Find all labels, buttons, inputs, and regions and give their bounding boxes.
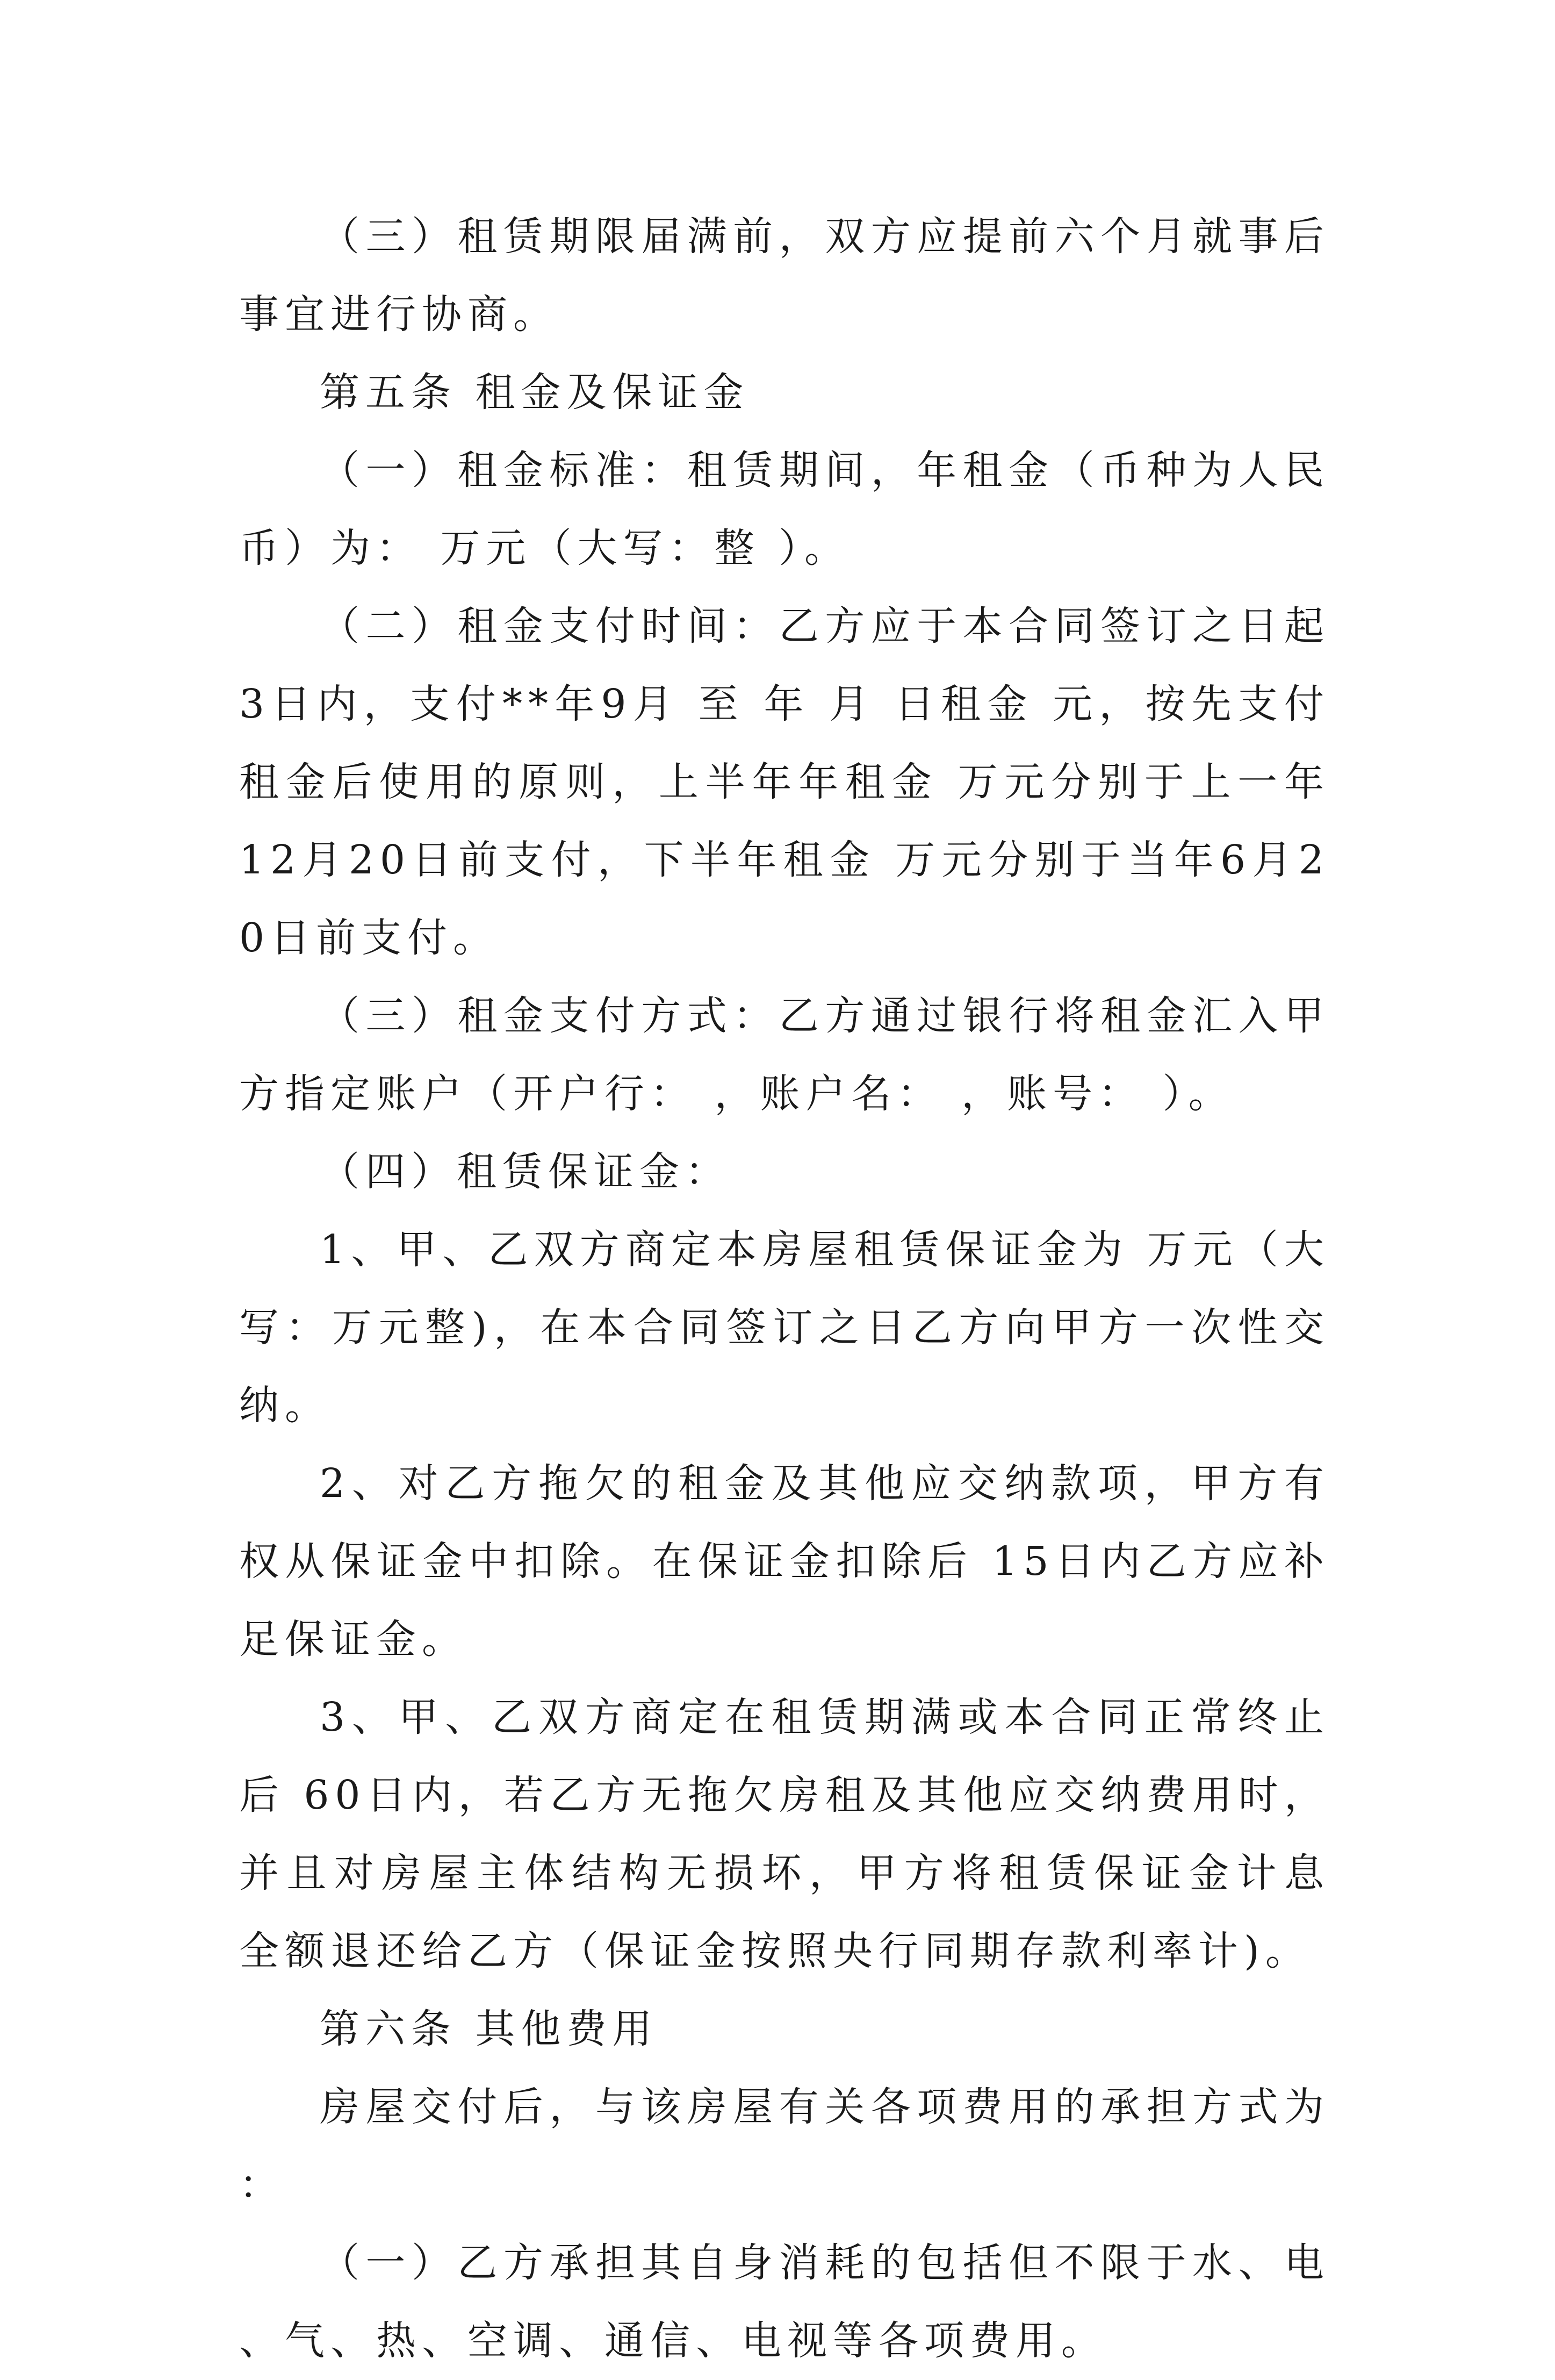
paragraph-deposit-heading: （四）租赁保证金： <box>320 1149 731 1195</box>
paragraph-rent-standard: （一）租金标准：租赁期间，年租金（币种为人民币）为： 万元（大写：整 ）。 <box>239 447 1330 571</box>
paragraph-rent-payment-time: （二）租金支付时间：乙方应于本合同签订之日起3日内，支付**年9月 至 年 月 日租金 元，按先支付租金后使用的原则，上半年年租金 万元分别于上一年12月20日前支付，下半年租金 万元分别于当年6月20日前支付。 <box>239 603 1330 961</box>
paragraph-deposit-item-3: 3、甲、乙双方商定在租赁期满或本合同正常终止后 60日内，若乙方无拖欠房租及其他应交纳费用时，并且对房屋主体结构无损坏，甲方将租赁保证金计息全额退还给乙方（保证金按照央行同期存款利率计)。 <box>239 1694 1330 1974</box>
paragraph-fee-sharing-intro: 房屋交付后，与该房屋有关各项费用的承担方式为： <box>239 2084 1330 2208</box>
paragraph-fee-item-1: （一）乙方承担其自身消耗的包括但不限于水、电、气、热、空调、通信、电视等各项费用。 <box>239 2240 1330 2364</box>
document-body <box>239 198 1330 2380</box>
paragraph-deposit-item-2: 2、对乙方拖欠的租金及其他应交纳款项，甲方有权从保证金中扣除。在保证金扣除后 15日内乙方应补足保证金。 <box>239 1460 1330 1662</box>
paragraph-rent-payment-method: （三）租金支付方式：乙方通过银行将租金汇入甲方指定账户（开户行： ，账户名： ，账号： ）。 <box>239 993 1330 1117</box>
paragraph-deposit-item-1: 1、甲、乙双方商定本房屋租赁保证金为 万元（大写：万元整)，在本合同签订之日乙方向甲方一次性交纳。 <box>239 1227 1330 1429</box>
heading-article-5: 第五条 租金及保证金 <box>320 369 750 415</box>
heading-article-6: 第六条 其他费用 <box>320 2006 658 2052</box>
paragraph-lease-term-consultation: （三）租赁期限届满前，双方应提前六个月就事后事宜进行协商。 <box>239 213 1330 338</box>
